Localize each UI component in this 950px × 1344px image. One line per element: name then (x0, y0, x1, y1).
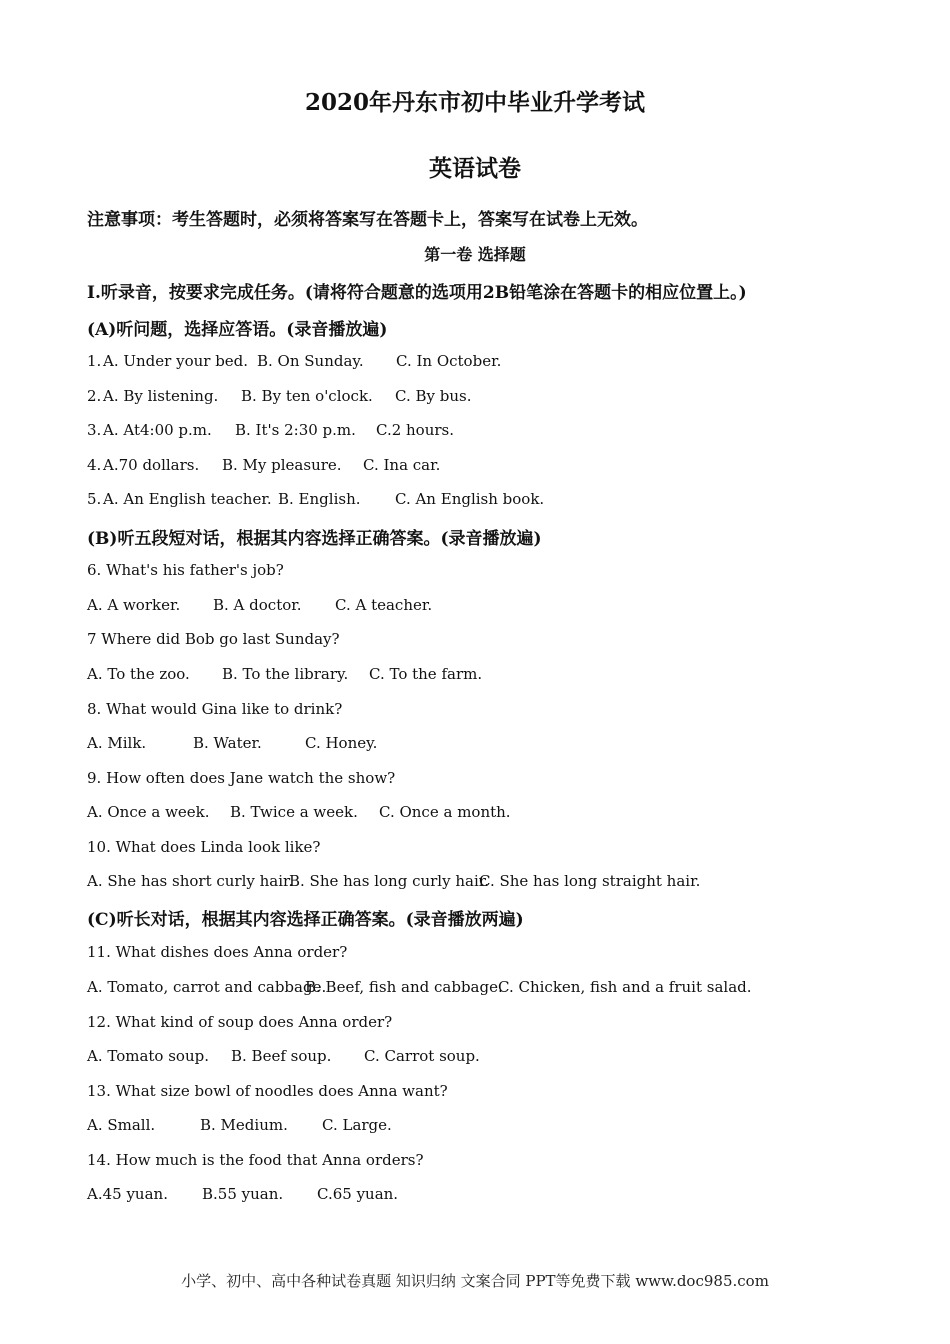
option-c: C. By bus. (395, 387, 472, 405)
option-b: B. She has long curly hair. (289, 872, 490, 890)
question-text: 8. What would Gina like to drink? (87, 700, 343, 718)
exam-title: 2020年丹东市初中毕业升学考试 (304, 89, 645, 116)
question-text: 11. What dishes does Anna order? (87, 943, 348, 961)
option-c: C. Large. (322, 1116, 392, 1134)
option-b: B. Beef soup. (231, 1047, 332, 1065)
question-number: 2. (87, 387, 102, 405)
option-b: B. On Sunday. (257, 352, 364, 370)
option-b: B. Medium. (200, 1116, 288, 1134)
option-a: A. Once a week. (87, 803, 210, 821)
section-1-heading: Ⅰ.听录音，按要求完成任务。(请将符合题意的选项用2B铅笔涂在答题卡的相应位置上。) (87, 283, 747, 303)
option-b: B.55 yuan. (202, 1185, 284, 1203)
part-a-heading: (A)听问题，选择应答语。(录音播放遍) (87, 320, 388, 340)
volume-heading: 第一卷 选择题 (424, 245, 526, 264)
option-c: C. Once a month. (379, 803, 511, 821)
option-a: A.70 dollars. (103, 456, 200, 474)
question-number: 1. (87, 352, 102, 370)
option-b: B. Water. (193, 734, 262, 752)
option-a: A. She has short curly hair. (87, 872, 294, 890)
option-b: B. English. (278, 490, 361, 508)
part-b-heading: (B)听五段短对话，根据其内容选择正确答案。(录音播放遍) (87, 529, 542, 549)
option-c: C. A teacher. (335, 596, 433, 614)
option-a: A. Tomato soup. (87, 1047, 209, 1065)
notice: 注意事项：考生答题时，必须将答案写在答题卡上，答案写在试卷上无效。 (87, 210, 648, 230)
option-c: C. Chicken, fish and a fruit salad. (498, 978, 752, 996)
option-a: A. To the zoo. (87, 665, 190, 683)
option-b: B. It's 2:30 p.m. (235, 421, 356, 439)
option-c: C.65 yuan. (317, 1185, 399, 1203)
option-c: C. Honey. (305, 734, 378, 752)
question-text: 6. What's his father's job? (87, 561, 284, 579)
part-c-heading: (C)听长对话，根据其内容选择正确答案。(录音播放两遍) (87, 910, 524, 930)
question-number: 5. (87, 490, 102, 508)
option-b: B. Beef, fish and cabbage. (305, 978, 503, 996)
option-a: A. At4:00 p.m. (103, 421, 212, 439)
exam-subtitle: 英语试卷 (429, 155, 521, 182)
question-text: 12. What kind of soup does Anna order? (87, 1013, 393, 1031)
option-c: C.2 hours. (376, 421, 455, 439)
option-c: C. An English book. (395, 490, 545, 508)
option-a: A. An English teacher. (103, 490, 272, 508)
question-text: 9. How often does Jane watch the show? (87, 769, 396, 787)
option-c: C. In October. (396, 352, 502, 370)
option-c: C. To the farm. (369, 665, 483, 683)
question-text: 10. What does Linda look like? (87, 838, 321, 856)
question-number: 4. (87, 456, 102, 474)
option-a: A. By listening. (103, 387, 219, 405)
option-b: B. By ten o'clock. (241, 387, 373, 405)
option-a: A. Milk. (87, 734, 147, 752)
option-c: C. Ina car. (363, 456, 441, 474)
option-a: A. A worker. (87, 596, 181, 614)
question-number: 3. (87, 421, 102, 439)
footer-ad: 小学、初中、高中各种试卷真题 知识归纳 文案合同 PPT等免费下载 www.doc985.com (181, 1272, 769, 1290)
question-text: 14. How much is the food that Anna orders? (87, 1151, 424, 1169)
option-a: A.45 yuan. (87, 1185, 168, 1203)
option-b: B. To the library. (222, 665, 349, 683)
option-a: A. Small. (87, 1116, 156, 1134)
question-text: 7 Where did Bob go last Sunday? (87, 630, 340, 648)
option-a: A. Tomato, carrot and cabbage. (87, 978, 327, 996)
question-text: 13. What size bowl of noodles does Anna want? (87, 1082, 448, 1100)
option-c: C. She has long straight hair. (479, 872, 701, 890)
option-b: B. A doctor. (213, 596, 302, 614)
option-b: B. My pleasure. (222, 456, 342, 474)
option-b: B. Twice a week. (230, 803, 358, 821)
option-a: A. Under your bed. (103, 352, 249, 370)
option-c: C. Carrot soup. (364, 1047, 480, 1065)
